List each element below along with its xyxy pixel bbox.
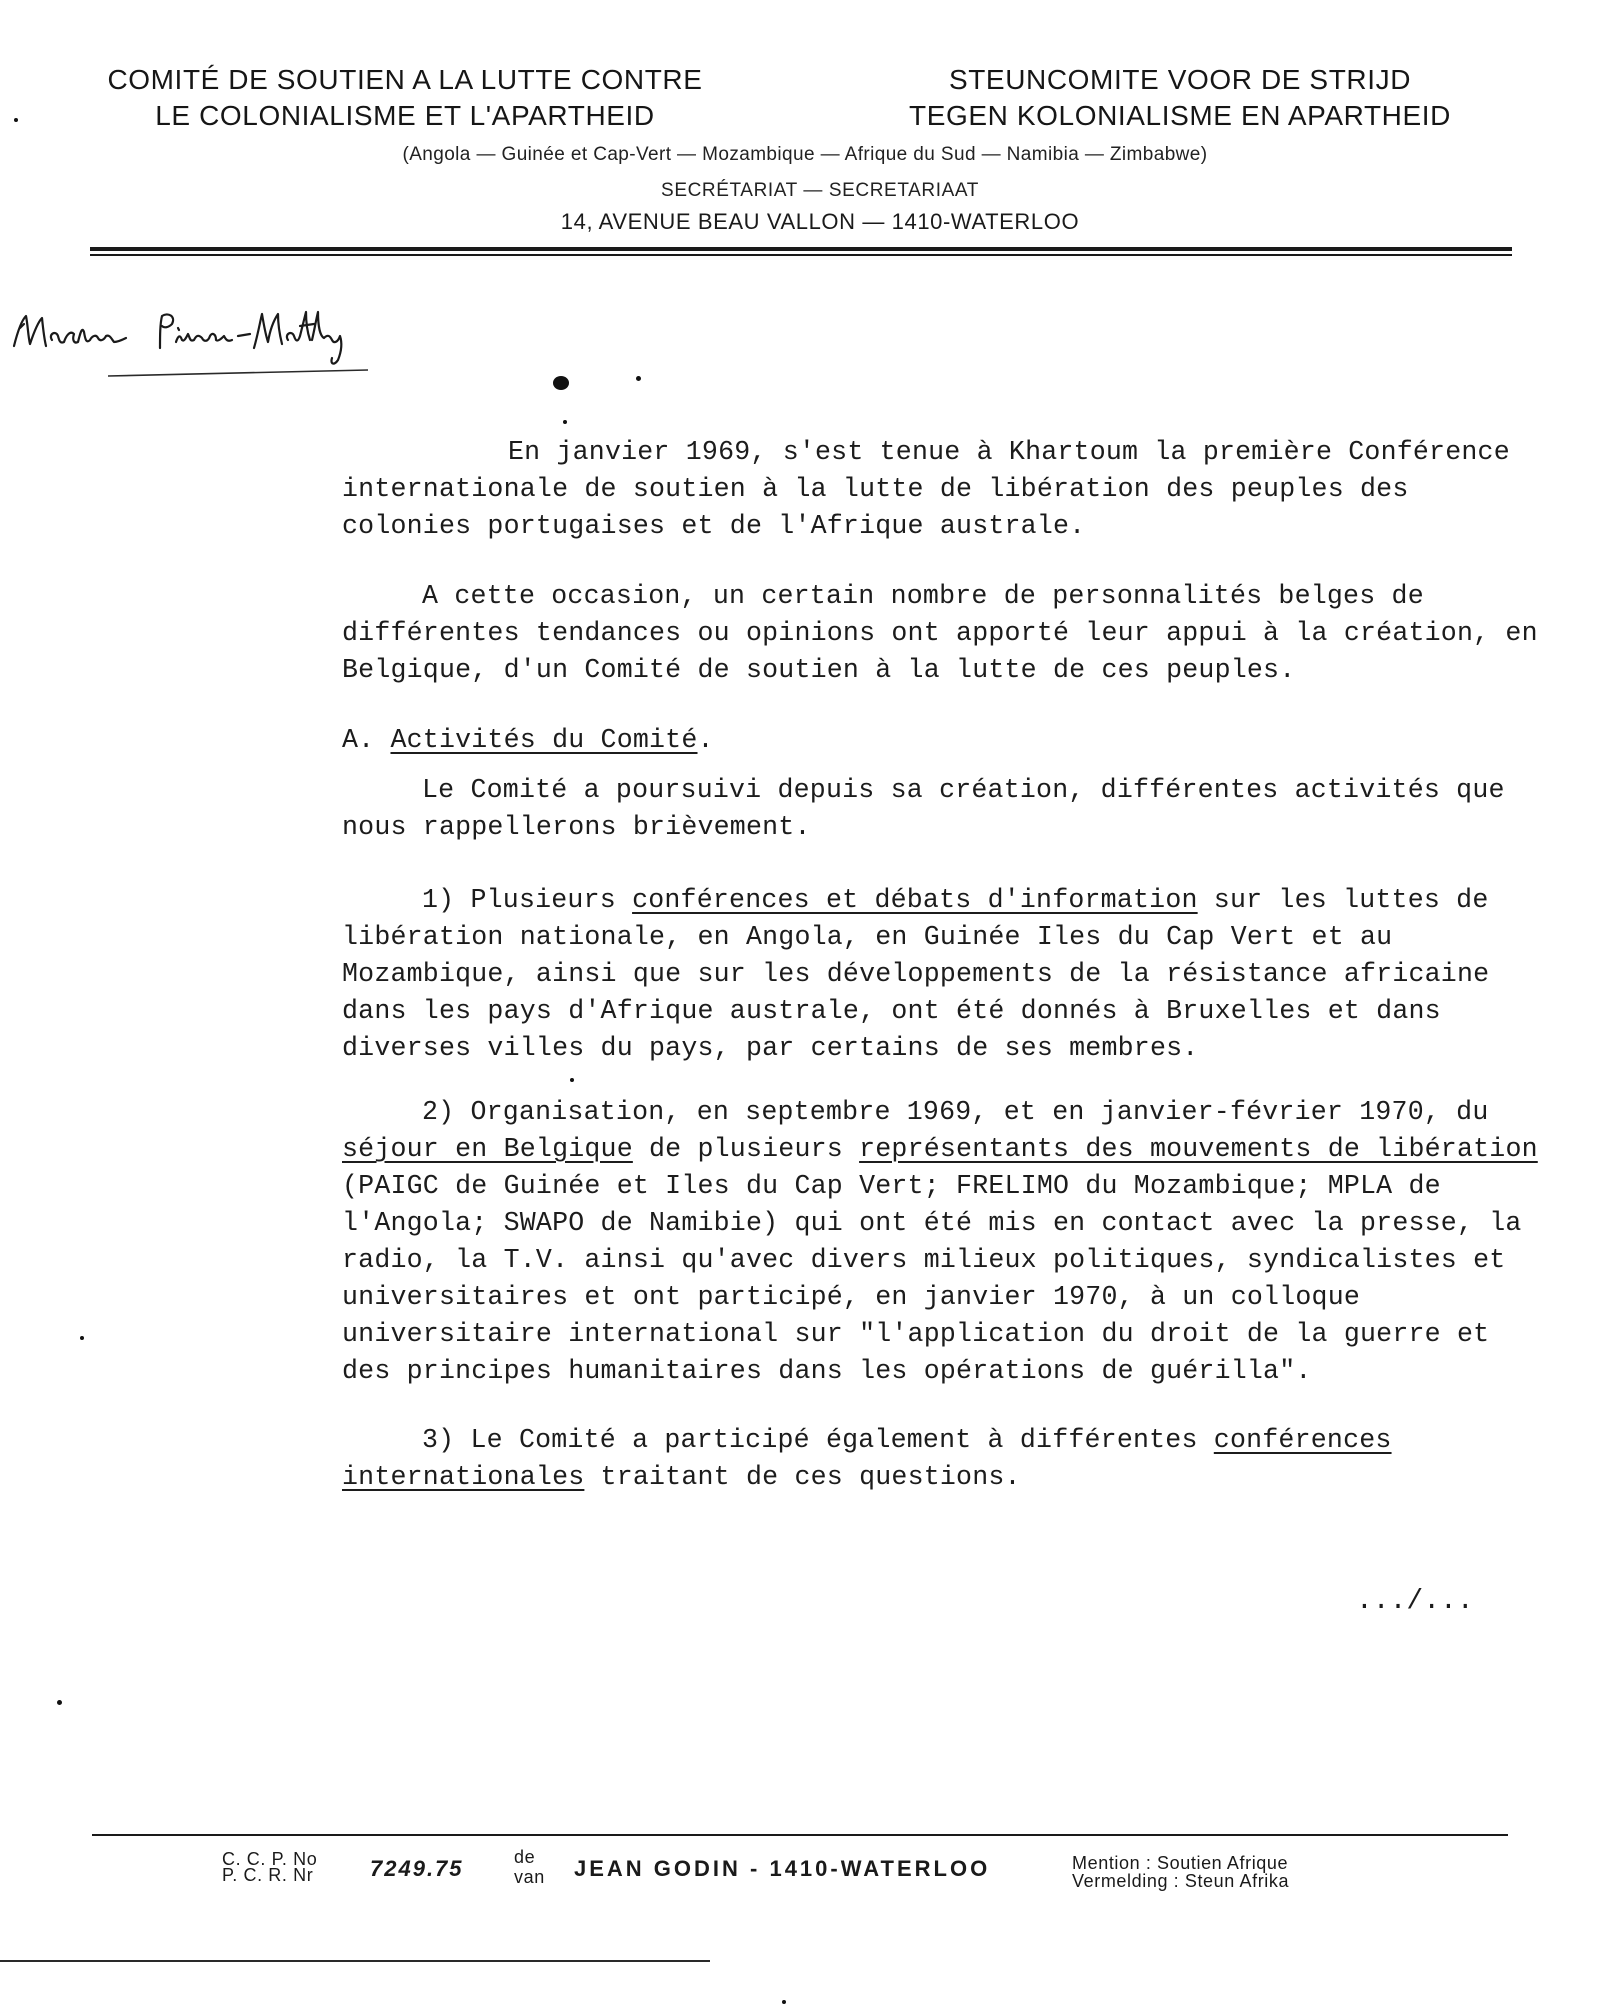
paragraph-belgian-text: A cette occasion, un certain nombre de personnalités belges de différentes tendances ou opinions ont apporté leur appui à la création, en Belgique, d'un Comité de soutien à la lutte de ces peuples. — [342, 581, 1538, 685]
continued-marker: .../... — [1356, 1586, 1474, 1617]
footer-de: de — [514, 1847, 536, 1867]
item-2-mid: de plusieurs — [632, 1134, 860, 1164]
footer-mention: Mention : Soutien Afrique — [1072, 1853, 1289, 1873]
section-a-title: Activités du Comité — [390, 725, 698, 755]
letterhead-dutch-line-2: TEGEN KOLONIALISME EN APARTHEID — [909, 100, 1451, 131]
item-2-rest: (PAIGC de Guinée et Iles du Cap Vert; FRELIMO du Mozambique; MPLA de l'Angola; SWAPO de Namibie) qui ont été mis en contact avec la presse, la radio, la T.V. ainsi qu'avec divers milieux politiques, syndicalistes et universitaires et ont participé, en janvier 1970, à un colloque universitaire international sur "l'application du droit de la guerre et des principes humanitaires dans les opérations de guérilla". — [342, 1171, 1522, 1386]
section-a-prefix: A. — [342, 725, 391, 755]
scan-speck — [570, 1078, 574, 1082]
item-3-rest: traitant de ces questions. — [584, 1462, 1021, 1492]
paragraph-khartoum-conference — [342, 434, 1542, 545]
letterhead-dutch — [870, 62, 1490, 134]
letterhead-french — [80, 62, 730, 134]
item-1-underlined: conférences et débats d'information — [632, 885, 1198, 915]
footer-ccp-label: C. C. P. No — [222, 1849, 318, 1869]
footer-pcr-label: P. C. R. Nr — [222, 1865, 314, 1885]
letterhead-address: 14, AVENUE BEAU VALLON — 1410-WATERLOO — [560, 209, 1080, 234]
scan-speck — [14, 118, 18, 122]
footer-rule — [92, 1834, 1508, 1836]
list-item-1-conferences — [342, 882, 1542, 1067]
section-a-suffix: . — [697, 725, 714, 755]
paragraph-khartoum-text: En janvier 1969, s'est tenue à Khartoum la première Conférence internationale de soutien à la lutte de libération des peuples des colonies portugaises et de l'Afrique australe. — [342, 437, 1510, 541]
letterhead-rule-thick — [90, 247, 1512, 251]
item-2-underlined-1: séjour en Belgique — [342, 1134, 633, 1164]
scan-speck — [636, 376, 641, 381]
letterhead-countries: (Angola — Guinée et Cap-Vert — Mozambique — Afrique du Sud — Namibia — Zimbabwe) — [402, 144, 1208, 165]
item-2-underlined-2: représentants des mouvements de libération — [859, 1134, 1538, 1164]
list-item-2-visits — [342, 1094, 1542, 1390]
page-edge-line — [0, 1960, 710, 1962]
scan-speck — [782, 2000, 786, 2004]
footer-vermelding: Vermelding : Steun Afrika — [1072, 1871, 1290, 1891]
footer-van: van — [514, 1867, 545, 1887]
letterhead-french-line-1: COMITÉ DE SOUTIEN A LA LUTTE CONTRE — [107, 64, 703, 95]
item-2-lead: 2) Organisation, en septembre 1969, et en janvier-février 1970, du — [422, 1097, 1489, 1127]
letterhead-french-line-2: LE COLONIALISME ET L'APARTHEID — [155, 100, 655, 131]
scan-speck — [80, 1336, 84, 1340]
scan-speck — [563, 420, 567, 424]
list-item-3-international — [342, 1422, 1542, 1496]
handwritten-addressee-signature — [8, 290, 378, 380]
letterhead-dutch-line-1: STEUNCOMITE VOOR DE STRIJD — [948, 64, 1412, 95]
scan-speck — [553, 376, 569, 390]
footer-account-holder: JEAN GODIN - 1410-WATERLOO — [574, 1856, 991, 1881]
footer-bank-details — [222, 1848, 1422, 1896]
section-a-heading — [342, 722, 1542, 759]
item-1-rest: sur les luttes de libération nationale, en Angola, en Guinée Iles du Cap Vert et au Mozambique, ainsi que sur les développements de la résistance africaine dans les pays d'Afrique australe, ont été donnés à Bruxelles et dans diverses villes du pays, par certains de ses membres. — [342, 885, 1490, 1063]
item-3-lead: 3) Le Comité a participé également à différentes — [422, 1425, 1214, 1455]
scan-speck — [57, 1700, 62, 1705]
paragraph-belgian-support — [342, 578, 1542, 689]
item-3-underlined: conférences internationales — [342, 1425, 1392, 1492]
footer-account-number: 7249.75 — [370, 1856, 464, 1881]
paragraph-activities-intro — [342, 772, 1542, 846]
letterhead-secretariat: SECRÉTARIAT — SECRETARIAAT — [661, 180, 979, 201]
letterhead-rule-thin — [90, 254, 1512, 256]
item-1-lead: 1) Plusieurs — [422, 885, 633, 915]
paragraph-activities-text: Le Comité a poursuivi depuis sa création, différentes activités que nous rappellerons brièvement. — [342, 775, 1505, 842]
